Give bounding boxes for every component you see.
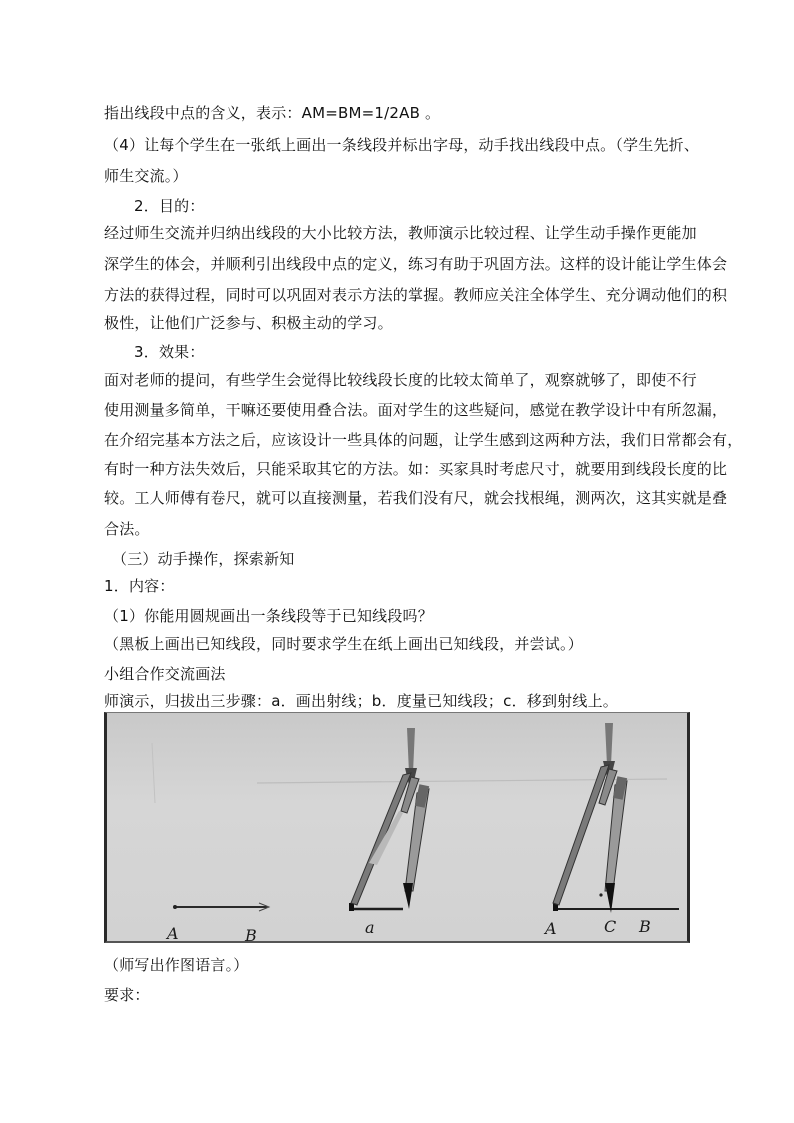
paragraph-line: 1．内容： xyxy=(104,577,175,595)
paragraph-line: 使用测量多简单，干嘛还要使用叠合法。面对学生的这些疑问，感觉在教学设计中有所忽漏， xyxy=(104,401,728,419)
paragraph-line: （1）你能用圆规画出一条线段等于已知线段吗？ xyxy=(104,607,433,625)
label-point-a-right: A xyxy=(545,919,557,938)
label-point-b-left: B xyxy=(245,926,257,943)
paragraph-line: 指出线段中点的含义，表示：AM=BM=1/2AB 。 xyxy=(104,104,441,122)
compass-middle xyxy=(349,728,429,911)
paragraph-line: 要求： xyxy=(104,986,150,1004)
section-heading: 2．目的： xyxy=(134,197,205,215)
paragraph-line: 深学生的体会，并顺利引出线段中点的定义，练习有助于巩固方法。这样的设计能让学生体会 xyxy=(104,255,728,273)
compass-construction-photo xyxy=(104,712,690,943)
paragraph-line: 师生交流。） xyxy=(104,167,188,185)
paragraph-line: 面对老师的提问，有些学生会觉得比较线段长度的比较太简单了，观察就够了，即使不行 xyxy=(104,371,697,389)
label-point-b-right: B xyxy=(639,917,651,936)
paragraph-line: 有时一种方法失效后，只能采取其它的方法。如：买家具时考虑尺寸，就要用到线段长度的比 xyxy=(104,460,728,478)
paragraph-line: 较。工人师傅有卷尺，就可以直接测量，若我们没有尺，就会找根绳，测两次，这其实就是叠 xyxy=(104,489,728,507)
paragraph-line: 师演示，归拔出三步骤：a．画出射线；b．度量已知线段；c．移到射线上。 xyxy=(104,692,618,710)
label-point-c: C xyxy=(604,917,617,936)
compass-drawing xyxy=(107,713,687,941)
paragraph-line: 在介绍完基本方法之后，应该设计一些具体的问题，让学生感到这两种方法，我们日常都会有， xyxy=(104,431,743,449)
paragraph-line: 小组合作交流画法 xyxy=(104,665,226,683)
section-heading: 3．效果： xyxy=(134,343,205,361)
paragraph-line: 极性，让他们广泛参与、积极主动的学习。 xyxy=(104,314,393,332)
paragraph-line: 合法。 xyxy=(104,520,150,538)
paragraph-line: （4）让每个学生在一张纸上画出一条线段并标出字母，动手找出线段中点。（学生先折、 xyxy=(104,136,700,154)
paragraph-line: （师写出作图语言。） xyxy=(104,956,249,974)
section-heading: （三）动手操作，探索新知 xyxy=(112,550,295,568)
label-point-a-left: A xyxy=(167,924,179,943)
paragraph-line: （黑板上画出已知线段，同时要求学生在纸上画出已知线段，并尝试。） xyxy=(104,635,583,653)
compass-right xyxy=(553,723,679,913)
label-segment-a: a xyxy=(365,918,375,937)
paragraph-line: 经过师生交流并归纳出线段的大小比较方法，教师演示比较过程、让学生动手操作更能加 xyxy=(104,224,697,242)
paragraph-line: 方法的获得过程，同时可以巩固对表示方法的掌握。教师应关注全体学生、充分调动他们的积 xyxy=(104,286,728,304)
